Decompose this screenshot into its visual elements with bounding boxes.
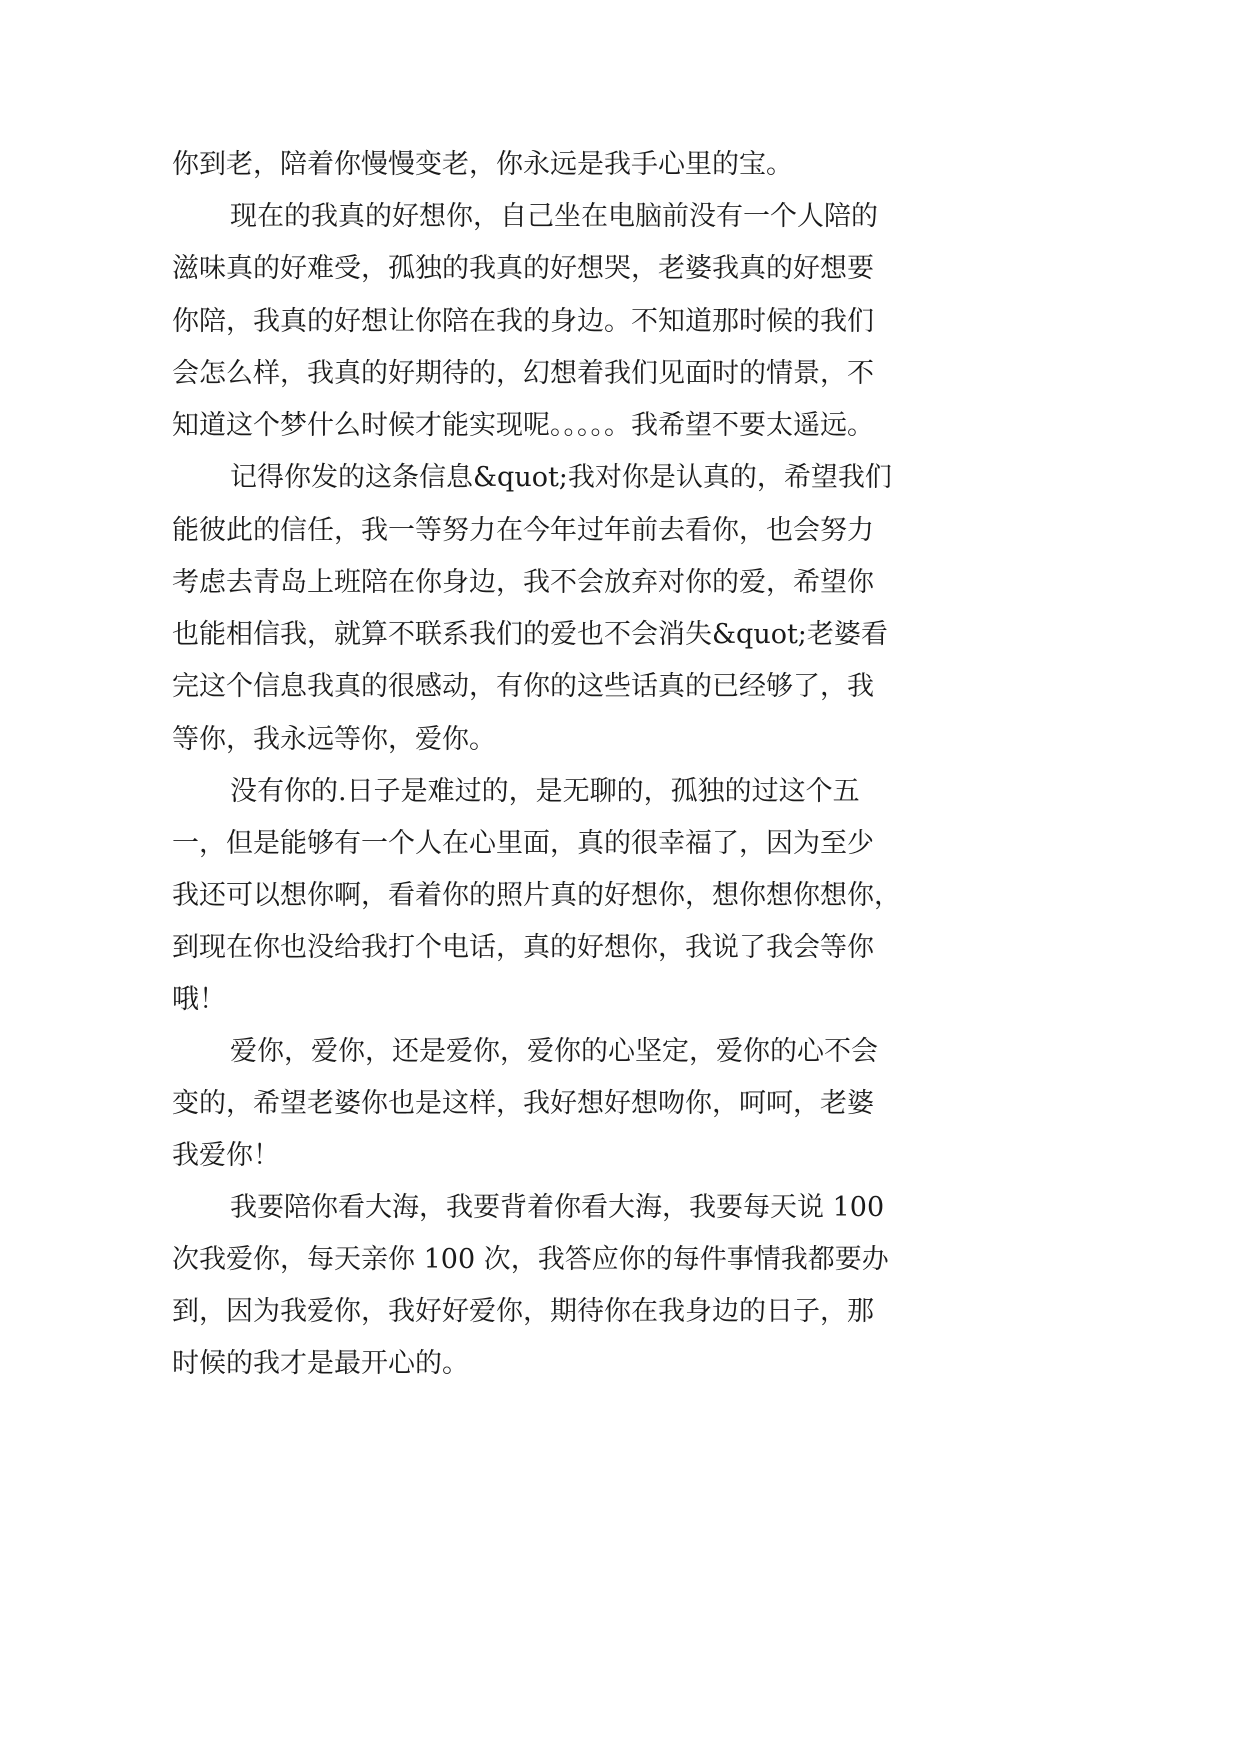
paragraph-2-line: 滋味真的好难受，孤独的我真的好想哭，老婆我真的好想要	[172, 253, 874, 284]
paragraph-2-line: 知道这个梦什么时候才能实现呢。。。。。我希望不要太遥远。	[172, 410, 874, 441]
paragraph-5-line: 我爱你！	[172, 1140, 280, 1171]
paragraph-3-line: 考虑去青岛上班陪在你身边，我不会放弃对你的爱，希望你	[172, 567, 874, 598]
paragraph-3-line: 完这个信息我真的很感动，有你的这些话真的已经够了，我	[172, 671, 874, 702]
paragraph-4-line: 没有你的.日子是难过的，是无聊的，孤独的过这个五	[230, 776, 860, 807]
paragraph-3-line: 记得你发的这条信息&quot;我对你是认真的，希望我们	[230, 462, 892, 493]
paragraph-1-line: 你到老，陪着你慢慢变老，你永远是我手心里的宝。	[172, 149, 793, 180]
paragraph-2-line: 会怎么样，我真的好期待的，幻想着我们见面时的情景，不	[172, 358, 874, 389]
paragraph-4-line: 到现在你也没给我打个电话，真的好想你，我说了我会等你	[172, 932, 874, 963]
paragraph-6-line: 次我爱你，每天亲你 100 次，我答应你的每件事情我都要办	[172, 1244, 889, 1275]
paragraph-2-line: 你陪，我真的好想让你陪在我的身边。不知道那时候的我们	[172, 306, 874, 337]
paragraph-3-line: 能彼此的信任，我一等努力在今年过年前去看你，也会努力	[172, 515, 874, 546]
paragraph-4-line: 哦！	[172, 984, 226, 1015]
paragraph-4-line: 我还可以想你啊，看着你的照片真的好想你，想你想你想你，	[172, 880, 901, 911]
paragraph-3-line: 等你，我永远等你，爱你。	[172, 724, 496, 755]
paragraph-5-line: 爱你，爱你，还是爱你，爱你的心坚定，爱你的心不会	[230, 1036, 878, 1067]
paragraph-5-line: 变的，希望老婆你也是这样，我好想好想吻你，呵呵，老婆	[172, 1088, 874, 1119]
paragraph-6-line: 到，因为我爱你，我好好爱你，期待你在我身边的日子，那	[172, 1296, 874, 1327]
paragraph-2-line: 现在的我真的好想你，自己坐在电脑前没有一个人陪的	[230, 201, 878, 232]
paragraph-4-line: 一，但是能够有一个人在心里面，真的很幸福了，因为至少	[172, 828, 874, 859]
paragraph-3-line: 也能相信我，就算不联系我们的爱也不会消失&quot;老婆看	[172, 619, 888, 650]
paragraph-6-line: 时候的我才是最开心的。	[172, 1348, 469, 1379]
paragraph-6-line: 我要陪你看大海，我要背着你看大海，我要每天说 100	[230, 1192, 885, 1223]
